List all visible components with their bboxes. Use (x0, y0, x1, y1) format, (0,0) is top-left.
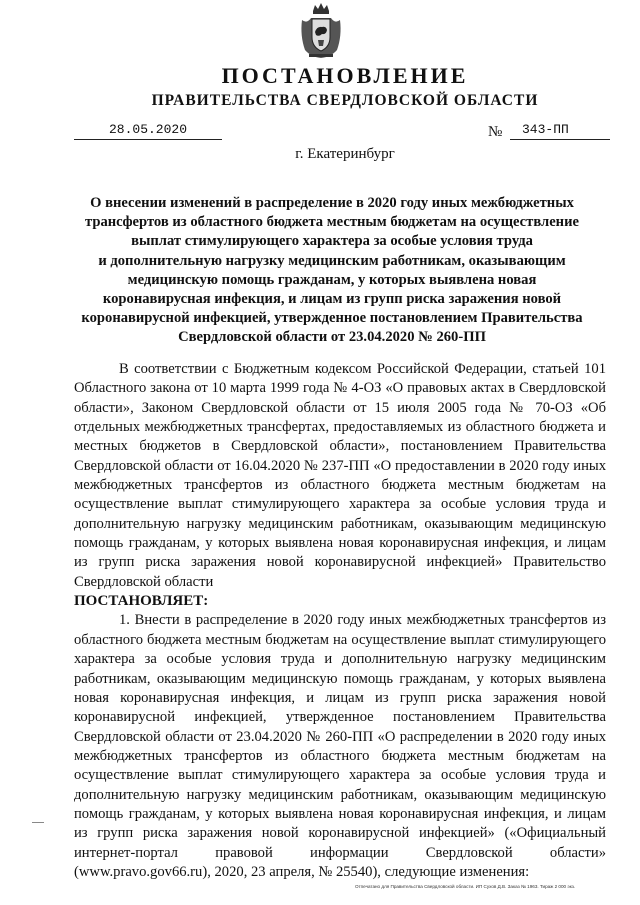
preamble-paragraph: В соответствии с Бюджетным кодексом Российской Федерации, статьей 101 Областного закона от 10 марта 1999 года № 4-ОЗ «О правовых актах в Свердловской области», Законом Свердловской области от 15 июля 2005 года № 70-ОЗ «Об отдельных межбюджетных трансфертах, предоставляемых из областного бюджета и местных бюджетов в Свердловской области», постановлением Правительства Свердловской области от 16.04.2020 № 237-ПП «О предоставлении в 2020 году иных межбюджетных трансфертов из областного бюджета местным бюджетам на осуществление выплат стимулирующего характера за особые условия труда и дополнительную нагрузку медицинским работникам, оказывающим медицинскую помощь гражданам, у которых выявлена новая коронавирусная инфекция, и лицам из групп риска заражения новой коронавирусной инфекцией» Правительство Свердловской области (74, 361, 606, 590)
print-footer-note: Отпечатано для Правительства Свердловской области. ИП Сухов Д.В. Заказ № 1963. Тираж 2 000 экз. (355, 884, 576, 889)
title-line: коронавирусная инфекция, и лицам из групп риска заражения новой (102, 291, 562, 308)
title-line: О внесении изменений в распределение в 2020 году иных межбюджетных (90, 195, 574, 211)
number-sign: № (488, 124, 503, 140)
title-line: Свердловской области от 23.04.2020 № 260-ПП (178, 329, 486, 346)
document-type-heading: ПОСТАНОВЛЕНИЕ (221, 63, 469, 88)
title-line: выплат стимулирующего характера за особые условия труда (131, 233, 533, 250)
issuer-heading: ПРАВИТЕЛЬСТВА СВЕРДЛОВСКОЙ ОБЛАСТИ (151, 92, 539, 109)
document-date: 28.05.2020 (74, 120, 222, 140)
title-line: трансфертов из областного бюджета местным бюджетам на осуществление (85, 214, 579, 231)
document-title (68, 194, 596, 348)
document-number: 343-ПП (510, 120, 610, 140)
document-body (74, 360, 606, 882)
title-line: медицинскую помощь гражданам, у которых выявлена новая (127, 271, 537, 288)
title-line: коронавирусной инфекцией, утвержденное постановлением Правительства (81, 310, 583, 327)
place-of-issue: г. Екатеринбург (295, 146, 395, 162)
decree-word: ПОСТАНОВЛЯЕТ: (74, 593, 209, 610)
item-1-paragraph: 1. Внести в распределение в 2020 году иных межбюджетных трансфертов из областного бюджета местным бюджетам на осуществление выплат стимулирующего характера за особые условия труда и дополнительную нагрузку медицинским работникам, оказывающим медицинскую помощь гражданам, у которых выявлена новая коронавирусная инфекция, и лицам из групп риска заражения новой коронавирусной инфекцией, утвержденное постановлением Правительства Свердловской области от 23.04.2020 № 260-ПП «О распределении в 2020 году иных межбюджетных трансфертов из областного бюджета местным бюджетам на осуществление выплат стимулирующего характера за особые условия труда и дополнительную нагрузку медицинским работникам, оказывающим медицинскую помощь гражданам, у которых выявлена новая коронавирусная инфекция, и лицам из групп риска заражения новой коронавирусной инфекцией» («Официальный интернет-портал правовой информации Свердловской области» (www.pravo.gov66.ru), 2020, 23 апреля, № 25540), следующие изменения: (74, 612, 606, 880)
margin-mark (32, 822, 44, 823)
title-line: и дополнительную нагрузку медицинским работникам, оказывающим (98, 252, 566, 269)
coat-of-arms-icon (299, 2, 343, 60)
